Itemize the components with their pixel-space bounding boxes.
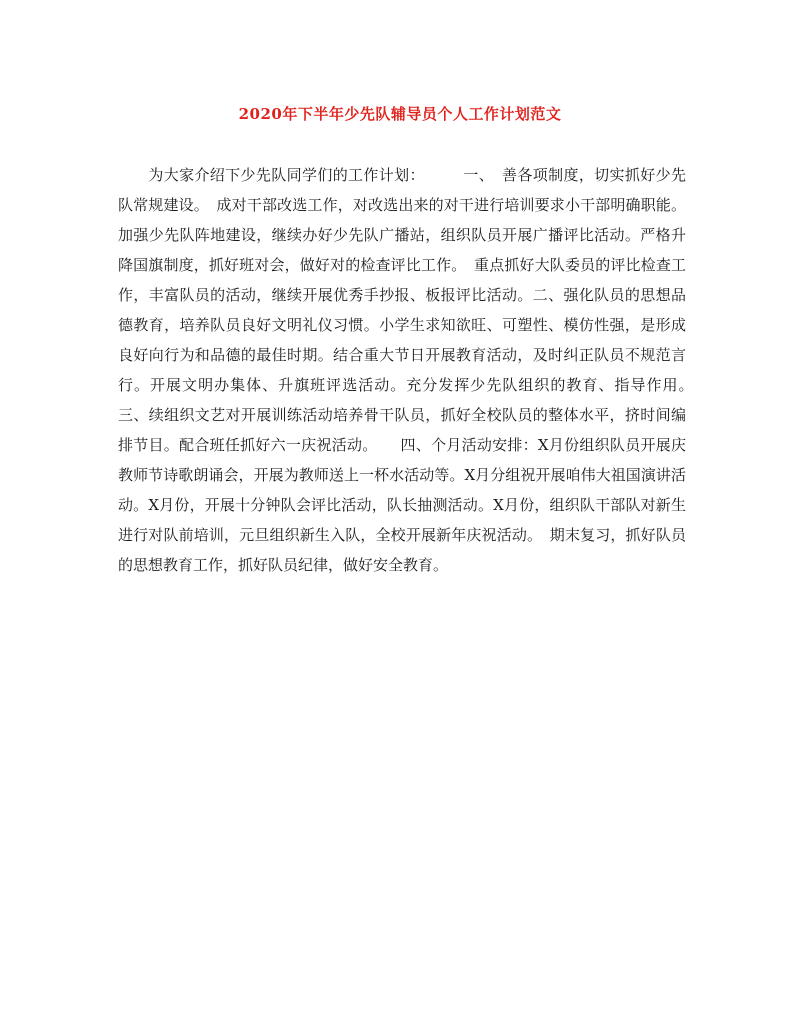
document-body [118,160,732,580]
document-title: 2020年下半年少先队辅导员个人工作计划范文 [238,105,562,123]
body-paragraph: 为大家介绍下少先队同学们的工作计划： 一、 善各项制度，切实抓好少先队常规建设。 成对干部改选工作，对改选出来的对干进行培训要求小干部明确职能。加强少先队阵地建设，继续办好少先队广播站，组织队员开展广播评比活动。严格升降国旗制度，抓好班对会，做好对的检查评比工作。 重点抓好大队委员的评比检查工作，丰富队员的活动，继续开展优秀手抄报、板报评比活动。二、强化队员的思想品德教育，培养队员良好文明礼仪习惯。小学生求知欲旺、可塑性、模仿性强，是形成良好向行为和品德的最佳时期。结合重大节日开展教育活动，及时纠正队员不规范言行。开展文明办集体、升旗班评选活动。充分发挥少先队组织的教育、指导作用。 三、续组织文艺对开展训练活动培养骨干队员，抓好全校队员的整体水平，挤时间编排节目。配合班任抓好六一庆祝活动。 四、个月活动安排：X月份组织队员开展庆教师节诗歌朗诵会，开展为教师送上一杯水活动等。X月分组祝开展咱伟大祖国演讲活动。X月份，开展十分钟队会评比活动，队长抽测活动。X月份，组织队干部队对新生进行对队前培训，元旦组织新生入队，全校开展新年庆祝活动。 期末复习，抓好队员的思想教育工作，抓好队员纪律，做好安全教育。 [118,166,732,574]
